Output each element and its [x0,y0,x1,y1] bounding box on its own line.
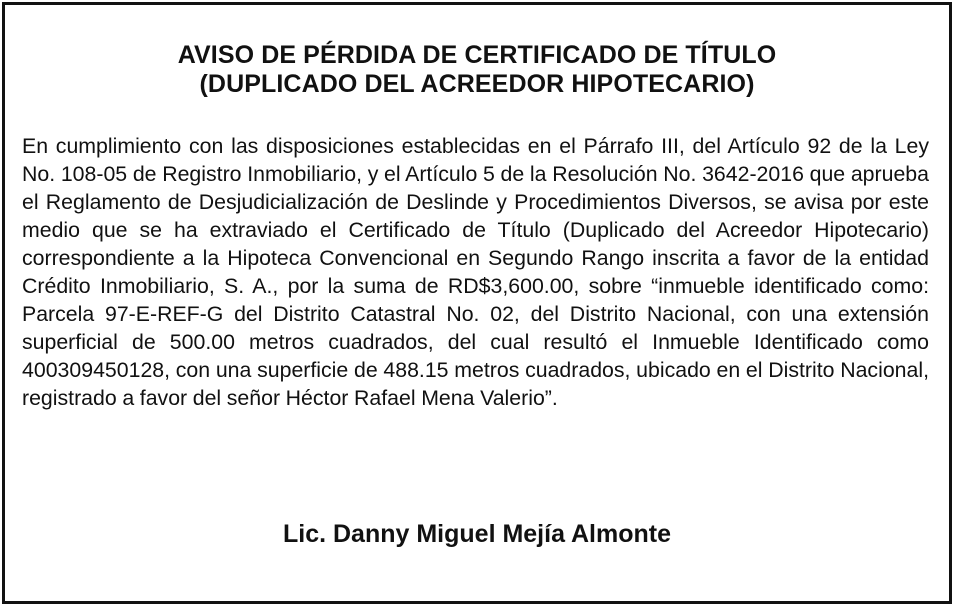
notice-title [5,41,949,99]
notice-signature: Lic. Danny Miguel Mejía Almonte [282,520,671,548]
legal-notice [2,2,952,604]
notice-body: En cumplimiento con las disposiciones establecidas en el Párrafo III, del Artículo 92 de la Ley No. 108-05 de Registro Inmobiliario, y el Artículo 5 de la Resolución No. 3642-2016 que aprueba el Reglamento de Desjudicialización de Deslinde y Procedimientos Diversos, se avisa por este medio que se ha extraviado el Certificado de Título (Duplicado del Acreedor Hipotecario) correspondiente a la Hipoteca Convencional en Segundo Rango inscrita a favor de la entidad Crédito Inmobiliario, S. A., por la suma de RD$3,600.00, sobre “inmueble identificado como: Parcela 97-E-REF-G del Distrito Catastral No. 02, del Distrito Nacional, con una extensión superficial de 500.00 metros cuadrados, del cual resultó el Inmueble Identificado como 400309450128, con una superficie de 488.15 metros cuadrados, ubicado en el Distrito Nacional, registrado a favor del señor Héctor Rafael Mena Valerio”. [22,134,929,410]
notice-title-line-2: (DUPLICADO DEL ACREEDOR HIPOTECARIO) [199,70,755,98]
notice-title-line-1: AVISO DE PÉRDIDA DE CERTIFICADO DE TÍTULO [177,41,777,69]
